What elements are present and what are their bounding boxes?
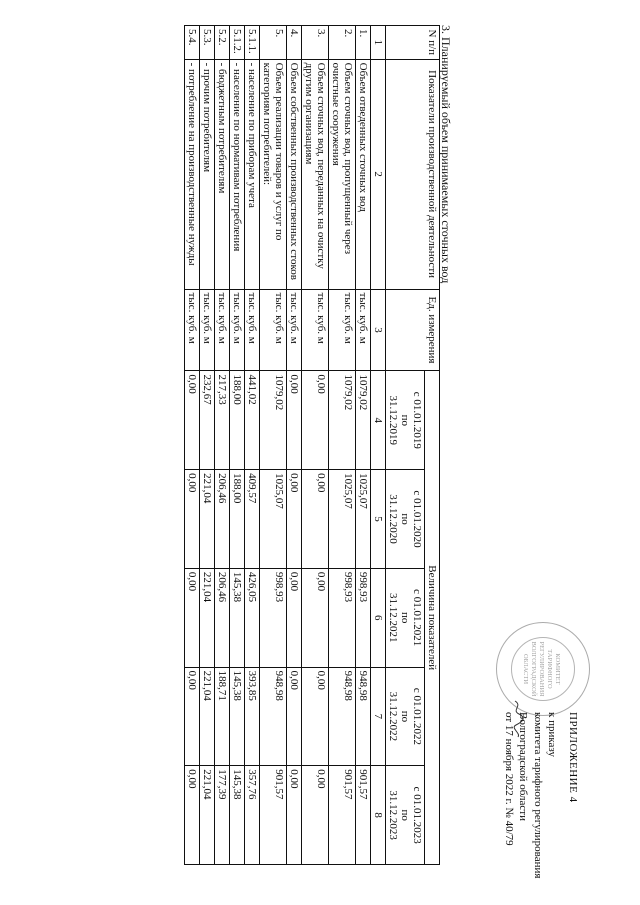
row-value: 221,04: [200, 470, 215, 569]
column-number: 4: [371, 371, 386, 470]
section-title: 3. Планируемый объем принимаемых сточных вод: [439, 25, 453, 284]
row-value: 1025,07: [260, 470, 287, 569]
row-value: 357,76: [245, 766, 260, 865]
row-unit: тыс. куб. м: [185, 289, 200, 371]
row-value: 998,93: [260, 568, 287, 667]
row-number: 2.: [329, 26, 356, 60]
appendix-line-1: к приказу: [546, 712, 559, 758]
period-to: 31.12.2023: [387, 790, 399, 840]
period-to-word: по: [399, 414, 411, 426]
row-value: 0,00: [185, 667, 200, 766]
row-indicator: Объем сточных вод, переданных на очистку другим организациям: [302, 59, 329, 289]
appendix-title: ПРИЛОЖЕНИЕ 4: [567, 712, 579, 803]
row-value: 901,57: [356, 766, 371, 865]
row-value: 409,57: [245, 470, 260, 569]
period-to-word: по: [399, 710, 411, 723]
row-unit: тыс. куб. м: [287, 289, 302, 371]
table-row: [260, 26, 287, 865]
appendix-line-2: комитета тарифного регулирования: [532, 712, 544, 879]
header-column-numbers: [371, 26, 386, 865]
period-from: с 01.01.2023: [411, 786, 423, 844]
row-indicator: - прочим потребителям: [200, 59, 215, 289]
row-number: 3.: [302, 26, 329, 60]
header-values-group: Величина показателей: [425, 371, 440, 865]
row-indicator: Объем собственных производственных стоков: [287, 59, 302, 289]
period-from: с 01.01.2021: [411, 589, 423, 647]
row-value: 0,00: [185, 766, 200, 865]
row-indicator: Объем отведенных сточных вод: [356, 59, 371, 289]
row-value: 0,00: [287, 667, 302, 766]
period-header: [386, 667, 425, 766]
period-to: 31.12.2019: [387, 395, 399, 446]
row-value: 0,00: [287, 470, 302, 569]
table-row: [302, 26, 329, 865]
row-value: 0,00: [302, 371, 329, 470]
row-value: 0,00: [185, 470, 200, 569]
row-value: 948,98: [356, 667, 371, 766]
row-value: 221,04: [200, 667, 215, 766]
row-value: 206,46: [215, 568, 230, 667]
column-number: 1: [371, 26, 386, 60]
column-number: 8: [371, 766, 386, 865]
row-unit: тыс. куб. м: [329, 289, 356, 371]
column-number: 3: [371, 289, 386, 371]
row-unit: тыс. куб. м: [200, 289, 215, 371]
column-number: 6: [371, 568, 386, 667]
period-header: [386, 766, 425, 865]
row-number: 5.3.: [200, 26, 215, 60]
row-value: 221,04: [200, 568, 215, 667]
row-value: 177,39: [215, 766, 230, 865]
period-header: [386, 470, 425, 569]
row-value: 145,38: [230, 667, 245, 766]
header-unit: Ед. измерения: [386, 289, 440, 371]
row-value: 188,71: [215, 667, 230, 766]
header-indicator: Показатели производственной деятельности: [386, 59, 440, 289]
period-to: 31.12.2020: [387, 494, 399, 544]
row-value: 998,93: [356, 568, 371, 667]
appendix-line-4: от 17 ноября 2022 г. № 40/79: [503, 712, 515, 846]
table-row: [287, 26, 302, 865]
row-value: 948,98: [260, 667, 287, 766]
table-row: [215, 26, 230, 865]
row-number: 4.: [287, 26, 302, 60]
column-number: 7: [371, 667, 386, 766]
row-value: 1025,07: [329, 470, 356, 569]
seal-text: КОМИТЕТ ТАРИФНОГО РЕГУЛИРОВАНИЯ ВОЛГОГРАДСКОЙ ОБЛАСТИ: [522, 641, 561, 697]
row-value: 1079,02: [356, 371, 371, 470]
row-value: 0,00: [302, 766, 329, 865]
table-row: [185, 26, 200, 865]
row-value: 0,00: [287, 766, 302, 865]
row-value: 145,38: [230, 766, 245, 865]
row-unit: тыс. куб. м: [245, 289, 260, 371]
row-value: 901,57: [260, 766, 287, 865]
row-unit: тыс. куб. м: [302, 289, 329, 371]
period-to-word: по: [399, 513, 411, 525]
row-indicator: Объем сточных вод, пропущенный через очистные сооружения: [329, 59, 356, 289]
row-value: 1079,02: [260, 371, 287, 470]
table-row: [356, 26, 371, 865]
appendix-header: [502, 712, 581, 892]
row-number: 5.1.2.: [230, 26, 245, 60]
row-number: 1.: [356, 26, 371, 60]
period-from: с 01.01.2019: [411, 391, 423, 449]
row-value: 441,02: [245, 371, 260, 470]
row-indicator: - население по нормативам потребления: [230, 59, 245, 289]
header-num: N п/п: [386, 26, 440, 60]
row-value: 998,93: [329, 568, 356, 667]
row-value: 145,38: [230, 568, 245, 667]
wastewater-table: [184, 25, 440, 865]
table-body: [185, 26, 371, 865]
column-number: 5: [371, 470, 386, 569]
row-indicator: Объем реализации товаров и услуг по категориям потребителей:: [260, 59, 287, 289]
row-value: 217,33: [215, 371, 230, 470]
row-value: 0,00: [302, 568, 329, 667]
row-indicator: - потребление на производственные нужды: [185, 59, 200, 289]
row-value: 0,00: [185, 371, 200, 470]
period-header: [386, 371, 425, 470]
row-value: 0,00: [302, 470, 329, 569]
table-row: [230, 26, 245, 865]
table-row: [245, 26, 260, 865]
row-value: 0,00: [302, 667, 329, 766]
table-row: [200, 26, 215, 865]
row-value: 232,67: [200, 371, 215, 470]
period-from: с 01.01.2022: [411, 687, 423, 745]
row-value: 901,57: [329, 766, 356, 865]
row-unit: тыс. куб. м: [260, 289, 287, 371]
row-value: 206,46: [215, 470, 230, 569]
appendix-line-3: Волгоградской области: [517, 712, 530, 821]
row-value: 1079,02: [329, 371, 356, 470]
row-indicator: - бюджетным потребителям: [215, 59, 230, 289]
row-number: 5.: [260, 26, 287, 60]
row-indicator: - население по приборам учета: [245, 59, 260, 289]
column-number: 2: [371, 59, 386, 289]
row-unit: тыс. куб. м: [356, 289, 371, 371]
row-value: 948,98: [329, 667, 356, 766]
table-row: [329, 26, 356, 865]
period-header: [386, 568, 425, 667]
period-to-word: по: [399, 809, 411, 821]
row-unit: тыс. куб. м: [215, 289, 230, 371]
period-to: 31.12.2022: [387, 691, 399, 742]
period-to: 31.12.2021: [387, 592, 399, 643]
period-to-word: по: [399, 612, 411, 624]
row-number: 5.2.: [215, 26, 230, 60]
row-value: 0,00: [287, 568, 302, 667]
row-unit: тыс. куб. м: [230, 289, 245, 371]
row-number: 5.1.1.: [245, 26, 260, 60]
period-from: с 01.01.2020: [411, 490, 423, 548]
row-number: 5.4.: [185, 26, 200, 60]
row-value: 0,00: [185, 568, 200, 667]
row-value: 1025,07: [356, 470, 371, 569]
row-value: 393,85: [245, 667, 260, 766]
row-value: 188,00: [230, 470, 245, 569]
row-value: 426,05: [245, 568, 260, 667]
row-value: 0,00: [287, 371, 302, 470]
row-value: 221,04: [200, 766, 215, 865]
row-value: 188,00: [230, 371, 245, 470]
